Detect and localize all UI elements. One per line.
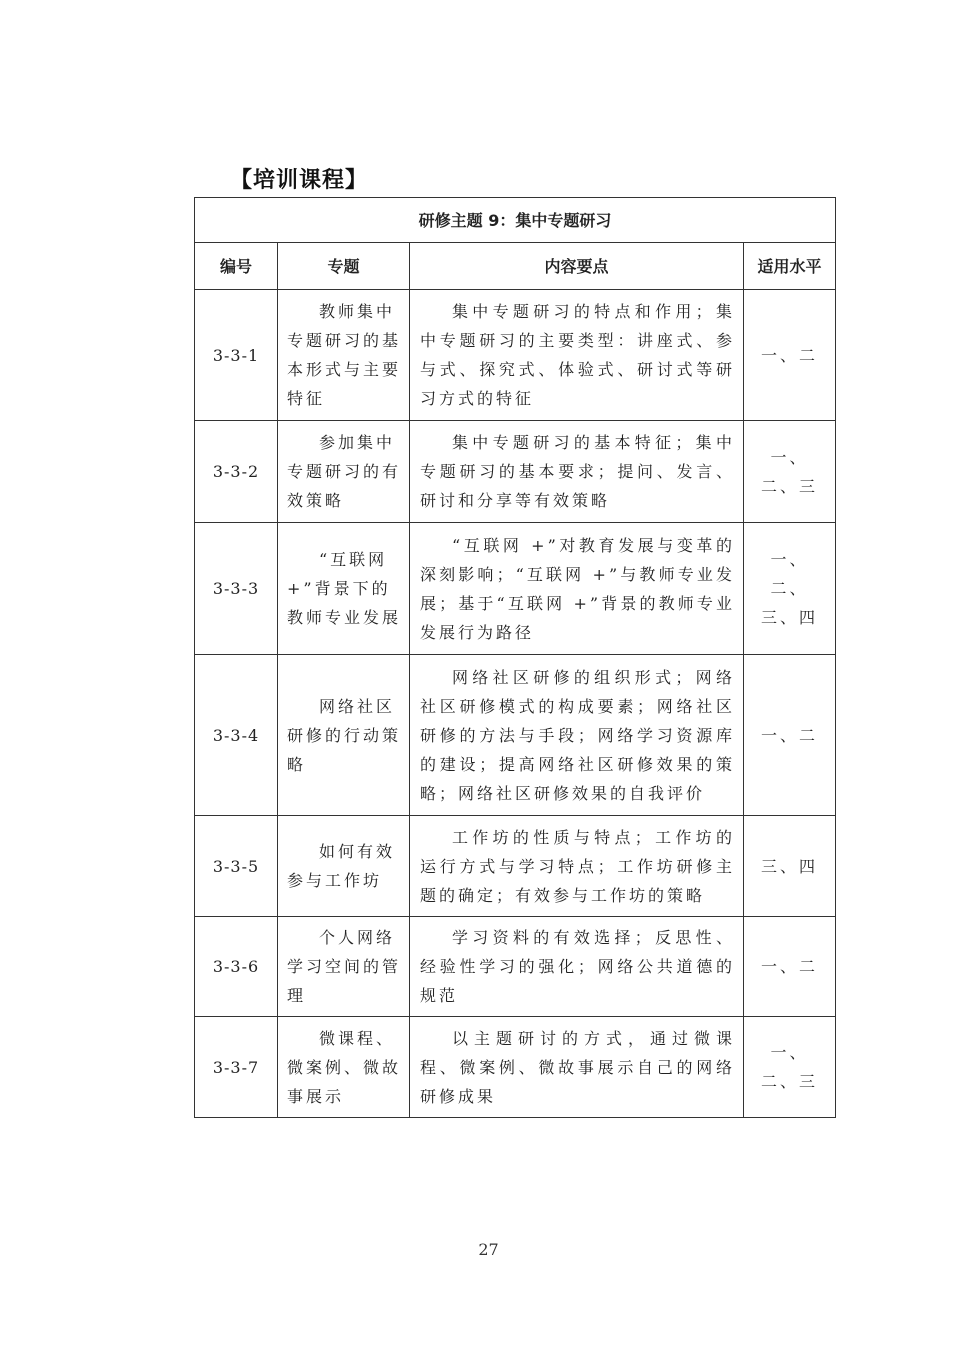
table-row: [195, 1017, 836, 1118]
cell-topic: 参加集中专题研习的有效策略: [278, 421, 410, 523]
section-title: 【培训课程】: [230, 168, 369, 193]
cell-id: 3-3-4: [195, 655, 278, 816]
table-row: [195, 917, 836, 1017]
cell-content: 网络社区研修的组织形式；网络社区研修模式的构成要素；网络社区研修的方法与手段；网络学习资源库的建设；提高网络社区研修效果的策略；网络社区研修效果的自我评价: [410, 655, 744, 816]
cell-level: 一、二、三: [744, 421, 836, 523]
table-row: [195, 421, 836, 523]
cell-content: 学习资料的有效选择；反思性、经验性学习的强化；网络公共道德的规范: [410, 917, 744, 1017]
table-row: [195, 655, 836, 816]
cell-topic: “互联网+”背景下的教师专业发展: [278, 523, 410, 655]
cell-level: 一、二、三、四: [744, 523, 836, 655]
table-row: [195, 816, 836, 917]
header-level: 适用水平: [744, 243, 836, 290]
cell-content: 集中专题研习的基本特征；集中专题研习的基本要求；提问、发言、研讨和分享等有效策略: [410, 421, 744, 523]
header-topic: 专题: [278, 243, 410, 290]
cell-level: 一、二: [744, 917, 836, 1017]
table-row: [195, 523, 836, 655]
cell-level: 三、四: [744, 816, 836, 917]
theme-title: 研修主题 9：集中专题研习: [195, 198, 836, 243]
theme-row: [195, 198, 836, 243]
cell-topic: 网络社区研修的行动策略: [278, 655, 410, 816]
header-content: 内容要点: [410, 243, 744, 290]
course-table: [194, 197, 836, 1118]
cell-id: 3-3-2: [195, 421, 278, 523]
cell-topic: 教师集中专题研习的基本形式与主要特征: [278, 290, 410, 421]
cell-id: 3-3-6: [195, 917, 278, 1017]
cell-level: 一、二、三: [744, 1017, 836, 1118]
cell-id: 3-3-3: [195, 523, 278, 655]
cell-level: 一、二: [744, 290, 836, 421]
table-row: [195, 290, 836, 421]
cell-content: 以主题研讨的方式，通过微课程、微案例、微故事展示自己的网络研修成果: [410, 1017, 744, 1118]
cell-topic: 个人网络学习空间的管理: [278, 917, 410, 1017]
page-number: 27: [478, 1240, 499, 1259]
cell-content: 工作坊的性质与特点；工作坊的运行方式与学习特点；工作坊研修主题的确定；有效参与工作坊的策略: [410, 816, 744, 917]
cell-content: “互联网 +”对教育发展与变革的深刻影响；“互联网 +”与教师专业发展；基于“互联网 +”背景的教师专业发展行为路径: [410, 523, 744, 655]
cell-content: 集中专题研习的特点和作用；集中专题研习的主要类型：讲座式、参与式、探究式、体验式、研讨式等研习方式的特征: [410, 290, 744, 421]
header-id: 编号: [195, 243, 278, 290]
cell-id: 3-3-1: [195, 290, 278, 421]
cell-topic: 微课程、微案例、微故事展示: [278, 1017, 410, 1118]
cell-id: 3-3-5: [195, 816, 278, 917]
header-row: [195, 243, 836, 290]
cell-topic: 如何有效参与工作坊: [278, 816, 410, 917]
cell-level: 一、二: [744, 655, 836, 816]
cell-id: 3-3-7: [195, 1017, 278, 1118]
